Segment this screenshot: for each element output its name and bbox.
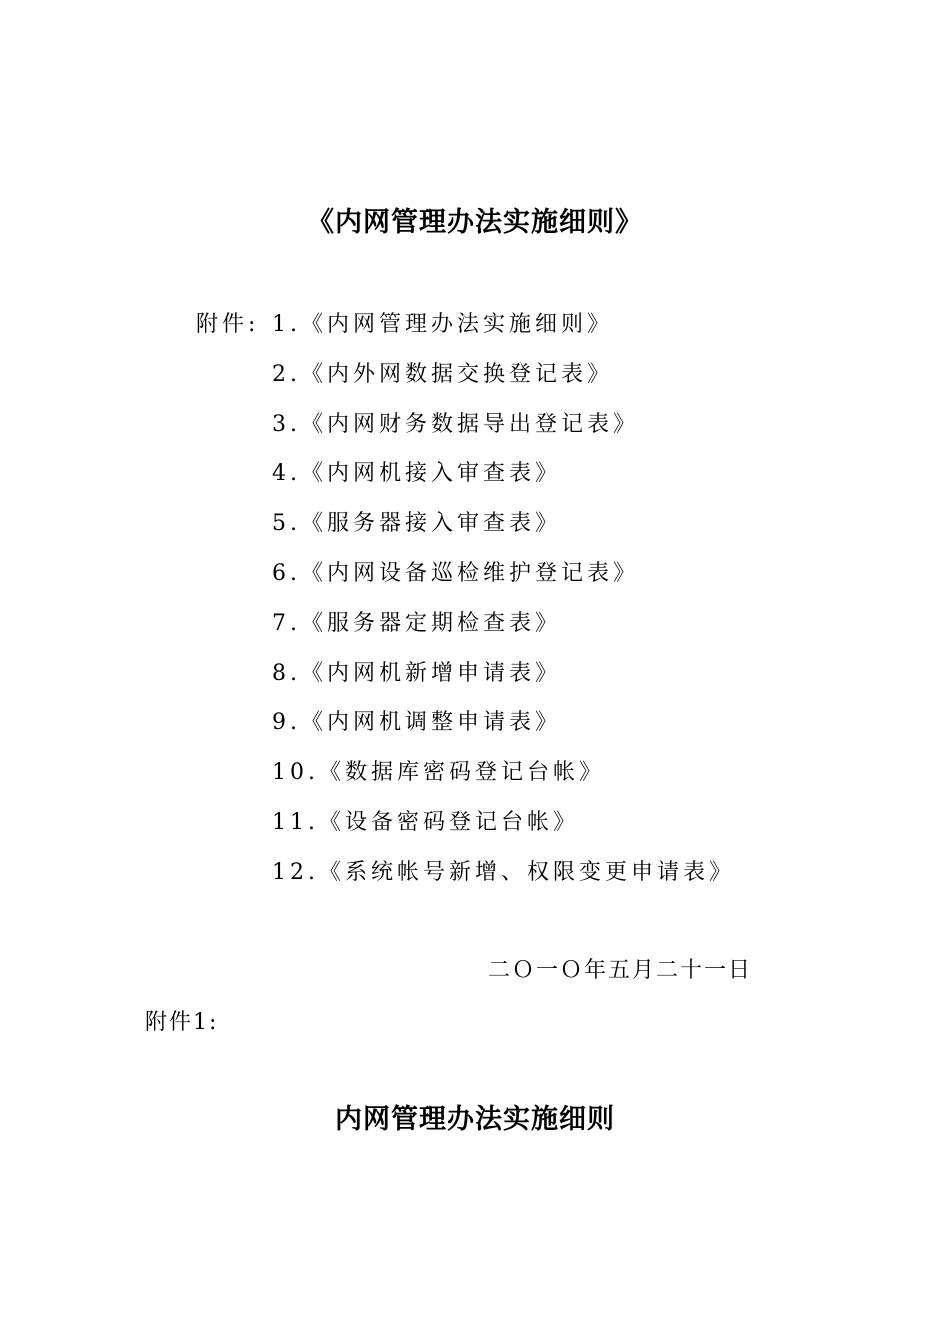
attachment-item: 11.《设备密码登记台帐》 (272, 809, 579, 835)
attachment-item: 10.《数据库密码登记台帐》 (272, 760, 605, 786)
attachment-list (196, 305, 856, 903)
attachment-item: 6.《内网设备巡检维护登记表》 (272, 560, 639, 586)
attachment-item: 9.《内网机调整申请表》 (272, 710, 561, 736)
attachment-item: 1.《内网管理办法实施细则》 (272, 312, 613, 337)
section-title: 内网管理办法实施细则 (335, 1104, 615, 1135)
attachment-item: 4.《内网机接入审查表》 (272, 461, 561, 487)
attachment-item: 7.《服务器定期检查表》 (272, 610, 561, 636)
document-title: 《内网管理办法实施细则》 (307, 207, 643, 238)
attachment-item: 5.《服务器接入审查表》 (272, 511, 561, 537)
attachment-row (196, 554, 856, 604)
attachment-row (196, 853, 856, 903)
attachment-row (196, 753, 856, 803)
document-date: 二Ｏ一Ｏ年五月二十一日 (488, 958, 753, 983)
attachment-row (196, 803, 856, 853)
attachments-lead-label: 附件: (196, 312, 260, 337)
attachment-item: 3.《内网财务数据导出登记表》 (272, 411, 639, 437)
attachment-row (196, 504, 856, 554)
attachment-item: 2.《内外网数据交换登记表》 (272, 361, 613, 387)
attachment-item: 8.《内网机新增申请表》 (272, 660, 561, 686)
attachment-row (196, 604, 856, 654)
attachment-heading-label: 附件1: (145, 1010, 219, 1035)
attachment-row (196, 654, 856, 704)
attachment-row (196, 405, 856, 455)
attachment-row (196, 305, 856, 355)
attachment-row (196, 703, 856, 753)
attachment-item: 12.《系统帐号新增、权限变更申请表》 (272, 859, 735, 885)
attachment-row (196, 454, 856, 504)
attachment-row (196, 355, 856, 405)
